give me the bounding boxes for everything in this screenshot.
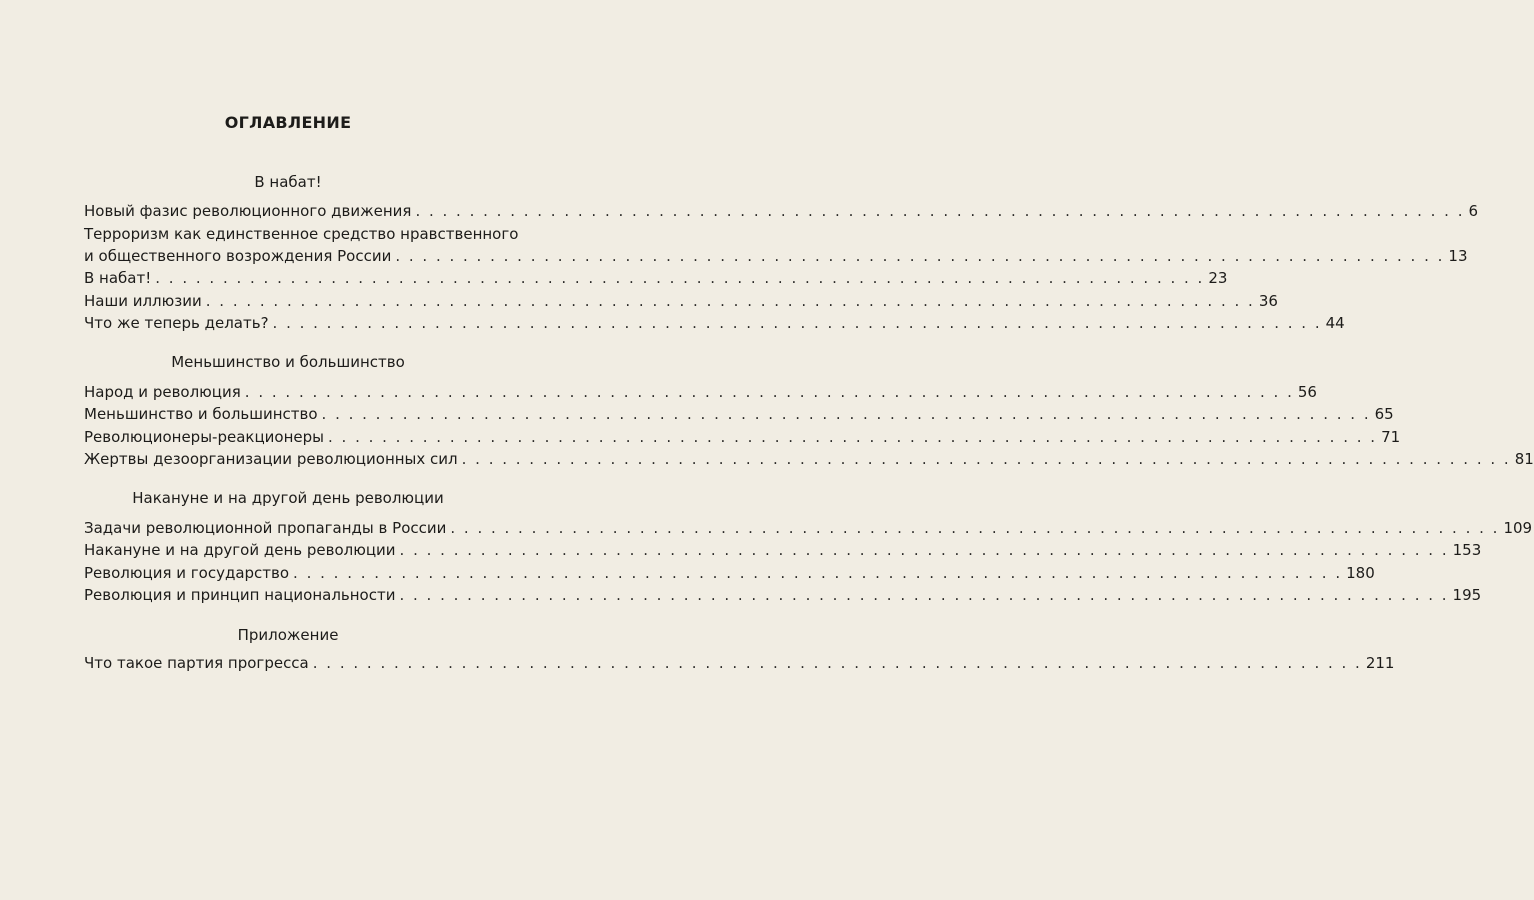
- entry-title: Наши иллюзии: [84, 292, 202, 310]
- entry-page: 6: [1468, 202, 1479, 220]
- entry-page: 23: [1208, 269, 1228, 287]
- entry-title: Меньшинство и большинство: [84, 405, 318, 423]
- entry-page: 195: [1452, 586, 1482, 604]
- entry-title: В набат!: [84, 269, 152, 287]
- entry-title-line1: Терроризм как единственное средство нравственного: [84, 225, 519, 243]
- entry-title: Революция и государство: [84, 564, 290, 582]
- entry-page: 211: [1365, 654, 1395, 672]
- section-title: Накануне и на другой день революции: [132, 489, 444, 507]
- toc-entry: [84, 585, 1482, 605]
- entry-title: Накануне и на другой день революции: [84, 541, 396, 559]
- leader-dots: . . . . . . . . . . . . . . . . . . . . . . . . . . . . . . . . . . . . . . . . . . . . . . . . . . . . . . . . . . . . . . . . . . . . . . . . . . . . . .: [415, 202, 1465, 220]
- leader-dots: . . . . . . . . . . . . . . . . . . . . . . . . . . . . . . . . . . . . . . . . . . . . . . . . . . . . . . . . . . . . . . . . . . . . . . . . . . . . . .: [395, 247, 1445, 265]
- entry-page: 81: [1514, 450, 1534, 468]
- entry-title: и общественного возрождения России: [84, 247, 392, 265]
- leader-dots: . . . . . . . . . . . . . . . . . . . . . . . . . . . . . . . . . . . . . . . . . . . . . . . . . . . . . . . . . . . . . . . . . . . . . . . . . . . . . .: [312, 654, 1362, 672]
- leader-dots: . . . . . . . . . . . . . . . . . . . . . . . . . . . . . . . . . . . . . . . . . . . . . . . . . . . . . . . . . . . . . . . . . . . . . . . . . . . . . .: [244, 383, 1294, 401]
- toc-entry: [84, 291, 1278, 311]
- toc-entry: [84, 268, 1228, 288]
- leader-dots: . . . . . . . . . . . . . . . . . . . . . . . . . . . . . . . . . . . . . . . . . . . . . . . . . . . . . . . . . . . . . . . . . . . . . . . . . . . . . .: [450, 519, 1500, 537]
- toc-entry: [84, 563, 1375, 583]
- leader-dots: . . . . . . . . . . . . . . . . . . . . . . . . . . . . . . . . . . . . . . . . . . . . . . . . . . . . . . . . . . . . . . . . . . . . . . . . . . . . . .: [205, 292, 1255, 310]
- toc-entry: [84, 540, 1482, 560]
- entry-page: 71: [1381, 428, 1401, 446]
- toc-entry: [84, 404, 1394, 424]
- toc-entry: [84, 653, 1395, 673]
- toc-entry: [84, 313, 1345, 333]
- entry-title: Революционеры-реакционеры: [84, 428, 324, 446]
- toc-entry: [84, 427, 1401, 447]
- entry-title: Что же теперь делать?: [84, 314, 269, 332]
- toc-entry: [84, 246, 1468, 266]
- page-title: ОГЛАВЛЕНИЕ: [224, 113, 352, 132]
- leader-dots: . . . . . . . . . . . . . . . . . . . . . . . . . . . . . . . . . . . . . . . . . . . . . . . . . . . . . . . . . . . . . . . . . . . . . . . . . . . . . .: [293, 564, 1343, 582]
- leader-dots: . . . . . . . . . . . . . . . . . . . . . . . . . . . . . . . . . . . . . . . . . . . . . . . . . . . . . . . . . . . . . . . . . . . . . . . . . . . . . .: [399, 586, 1449, 604]
- entry-page: 44: [1325, 314, 1345, 332]
- entry-page: 36: [1258, 292, 1278, 310]
- entry-page: 65: [1374, 405, 1394, 423]
- entry-title: Новый фазис революционного движения: [84, 202, 412, 220]
- entry-title: Что такое партия прогресса: [84, 654, 309, 672]
- leader-dots: . . . . . . . . . . . . . . . . . . . . . . . . . . . . . . . . . . . . . . . . . . . . . . . . . . . . . . . . . . . . . . . . . . . . . . . . . . . . . .: [321, 405, 1371, 423]
- section-title: Приложение: [237, 626, 339, 644]
- entry-title: Задачи революционной пропаганды в России: [84, 519, 447, 537]
- entry-page: 180: [1346, 564, 1375, 582]
- entry-page: 56: [1297, 383, 1317, 401]
- section-title: В набат!: [254, 173, 322, 191]
- leader-dots: . . . . . . . . . . . . . . . . . . . . . . . . . . . . . . . . . . . . . . . . . . . . . . . . . . . . . . . . . . . . . . . . . . . . . . . . . . . . . .: [155, 269, 1205, 287]
- entry-title: Революция и принцип национальности: [84, 586, 396, 604]
- leader-dots: . . . . . . . . . . . . . . . . . . . . . . . . . . . . . . . . . . . . . . . . . . . . . . . . . . . . . . . . . . . . . . . . . . . . . . . . . . . . . .: [399, 541, 1449, 559]
- entry-page: 109: [1503, 519, 1533, 537]
- toc-entry: [84, 201, 1479, 221]
- entry-page: 153: [1452, 541, 1482, 559]
- leader-dots: . . . . . . . . . . . . . . . . . . . . . . . . . . . . . . . . . . . . . . . . . . . . . . . . . . . . . . . . . . . . . . . . . . . . . . . . . . . . . .: [272, 314, 1322, 332]
- entry-title: Жертвы дезоорганизации революционных сил: [84, 450, 458, 468]
- entry-page: 13: [1448, 247, 1468, 265]
- toc-entry: [84, 449, 1534, 469]
- toc-entry: [84, 382, 1317, 402]
- section-title: Меньшинство и большинство: [171, 353, 405, 371]
- leader-dots: . . . . . . . . . . . . . . . . . . . . . . . . . . . . . . . . . . . . . . . . . . . . . . . . . . . . . . . . . . . . . . . . . . . . . . . . . . . . . .: [461, 450, 1511, 468]
- leader-dots: . . . . . . . . . . . . . . . . . . . . . . . . . . . . . . . . . . . . . . . . . . . . . . . . . . . . . . . . . . . . . . . . . . . . . . . . . . . . . .: [328, 428, 1378, 446]
- entry-title: Народ и революция: [84, 383, 241, 401]
- toc-entry: [84, 518, 1533, 538]
